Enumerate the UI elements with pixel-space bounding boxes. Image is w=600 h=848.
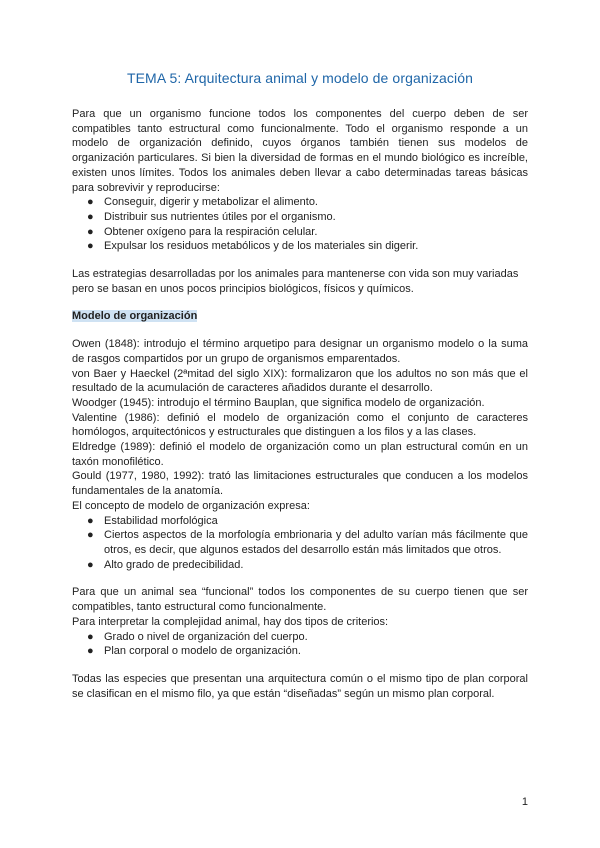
tasks-list: [72, 195, 528, 254]
strategies-paragraph: Las estrategias desarrolladas por los animales para mantenerse con vida son muy variadas pero se basan en unos pocos principios biológicos, físicos y químicos.: [72, 268, 519, 295]
bullet-icon: ●: [87, 645, 94, 658]
document-title: TEMA 5: Arquitectura animal y modelo de organización: [126, 70, 474, 86]
definition-woodger: Woodger (1945): introdujo el término Bauplan, que significa modelo de organización.: [72, 396, 485, 409]
page-number: 1: [521, 796, 528, 808]
criteria-list: [72, 630, 528, 659]
definition-vonbaer-haeckel: von Baer y Haeckel (2ªmitad del siglo XIX): formalizaron que los adultos no son más que el resultado de la acumulación de caracteres añadidos durante el desarrollo.: [72, 367, 528, 395]
list-item: ● Grado o nivel de organización del cuerpo.: [87, 630, 308, 643]
list-item: ● Obtener oxígeno para la respiración celular.: [87, 225, 318, 238]
bullet-icon: ●: [87, 210, 94, 223]
bullet-icon: ●: [87, 529, 94, 542]
list-item: ● Conseguir, digerir y metabolizar el alimento.: [87, 196, 318, 209]
functional-paragraph: Para que un animal sea “funcional” todos los componentes de su cuerpo tienen que ser compatibles, tanto estructural como funcionalmente.: [72, 586, 528, 614]
bullet-icon: ●: [87, 630, 94, 643]
bullet-icon: ●: [87, 225, 94, 238]
bullet-icon: ●: [87, 558, 94, 571]
bullet-icon: ●: [87, 240, 94, 253]
definition-eldredge: Eldredge (1989): definió el modelo de organización como un plan estructural común en un taxón monofilético.: [72, 441, 528, 468]
list-item: ● Distribuir sus nutrientes útiles por el organismo.: [87, 210, 336, 223]
list-item: ● Alto grado de predecibilidad.: [87, 558, 244, 571]
bullet-icon: ●: [87, 196, 94, 209]
definition-owen: Owen (1848): introdujo el término arquetipo para designar un organismo modelo o la suma de rasgos compartidos por un grupo de organismos emparentados.: [72, 338, 528, 365]
conclusion-paragraph: Todas las especies que presentan una arquitectura común o el mismo tipo de plan corporal se clasifican en el mismo filo, ya que están “diseñadas” según un mismo plan corporal.: [72, 672, 528, 700]
document-page: [72, 70, 528, 701]
definition-gould: Gould (1977, 1980, 1992): trató las limitaciones estructurales que conducen a los modelos fundamentales de la anatomía.: [72, 470, 528, 498]
intro-paragraph: Para que un organismo funcione todos los componentes del cuerpo deben de ser compatibles tanto estructural como funcionalmente. Todo el organismo responde a un modelo de organización definido, cuyos órganos también tienen sus modelos de organización particulares. Si bien la diversidad de formas en el mundo biológico es increíble, existen unos límites. Todos los animales deben llevar a cabo determinadas tareas básicas para sobrevivir y reproducirse:: [72, 108, 528, 194]
concept-list: [72, 514, 528, 573]
list-item: ● Estabilidad morfológica: [87, 514, 218, 527]
definition-valentine: Valentine (1986): definió el modelo de organización como el conjunto de caracteres homólogos, arquitectónicos y estructurales que distinguen a los filos y a las clases.: [72, 411, 528, 439]
list-item: ● Plan corporal o modelo de organización.: [87, 645, 301, 658]
section-heading: Modelo de organización: [72, 310, 198, 323]
criteria-intro: Para interpretar la complejidad animal, hay dos tipos de criterios:: [72, 615, 389, 628]
section-heading-wrap: [72, 309, 528, 324]
list-item: ● Ciertos aspectos de la morfología embrionaria y del adulto varían más fácilmente que otros, es decir, que algunos estados del desarrollo están más limitados que otros.: [87, 529, 528, 556]
concept-intro: El concepto de modelo de organización expresa:: [72, 499, 310, 512]
list-item: ● Expulsar los residuos metabólicos y de los materiales sin digerir.: [87, 240, 419, 253]
bullet-icon: ●: [87, 514, 94, 527]
